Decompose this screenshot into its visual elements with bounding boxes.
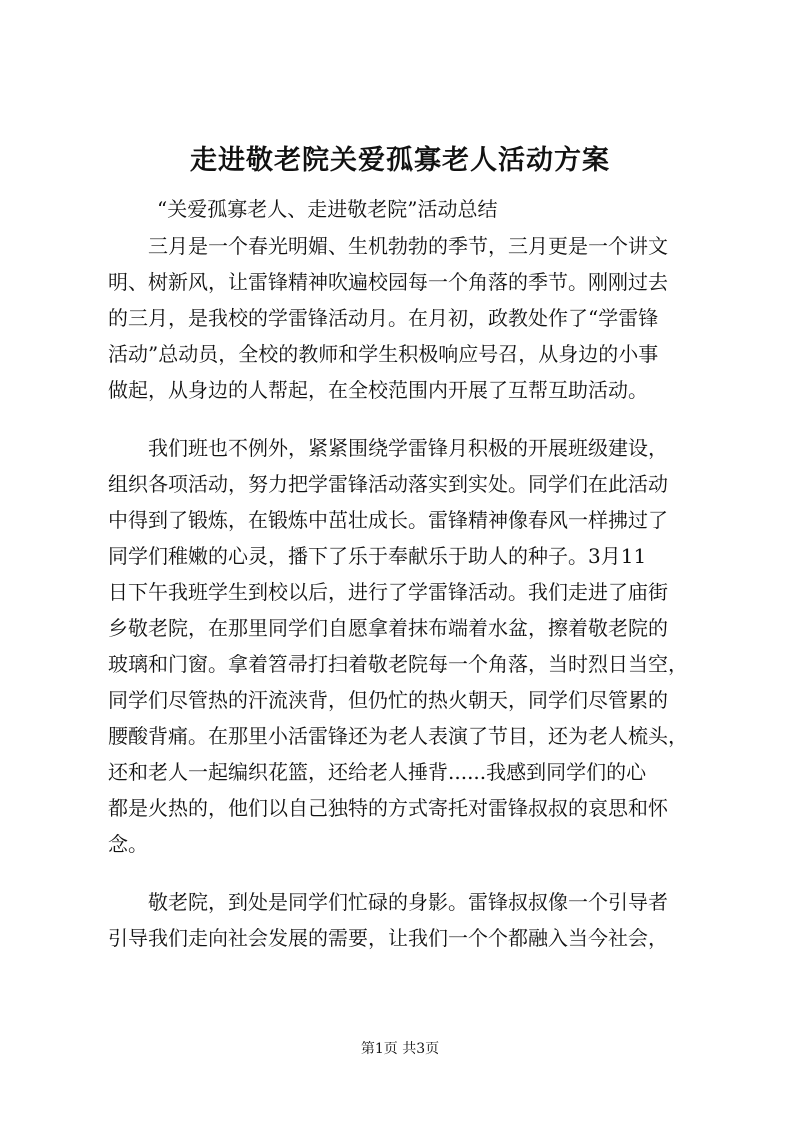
body-line: 还和老人一起编织花篮，还给老人捶背......我感到同学们的心 <box>108 760 647 784</box>
body-line: 乡敬老院，在那里同学们自愿拿着抹布端着水盆，擦着敬老院的 <box>108 616 668 640</box>
body-line: 的三月，是我校的学雷锋活动月。在月初，政教处作了“学雷锋 <box>108 306 659 330</box>
body-line: 做起，从身边的人帮起，在全校范围内开展了互帮互助活动。 <box>108 378 648 402</box>
body-line: 玻璃和门窗。拿着笤帚打扫着敬老院每一个角落，当时烈日当空， <box>108 652 688 676</box>
body-line: 日下午我班学生到校以后，进行了学雷锋活动。我们走进了庙街 <box>108 580 668 604</box>
body-line: 同学们尽管热的汗流浃背，但仍忙的热火朝天，同学们尽管累的 <box>108 688 668 712</box>
body-line: 我们班也不例外，紧紧围绕学雷锋月积极的开展班级建设， <box>108 436 668 460</box>
body-line: 中得到了锻炼，在锻炼中茁壮成长。雷锋精神像春风一样拂过了 <box>108 508 668 532</box>
document-title: 走进敬老院关爱孤寡老人活动方案 <box>190 145 610 176</box>
body-line: 明、树新风，让雷锋精神吹遍校园每一个角落的季节。刚刚过去 <box>108 270 668 294</box>
body-line: 敬老院，到处是同学们忙碌的身影。雷锋叔叔像一个引导者 <box>108 890 668 914</box>
body-line: 三月是一个春光明媚、生机勃勃的季节，三月更是一个讲文 <box>108 234 668 258</box>
body-line: 同学们稚嫩的心灵，播下了乐于奉献乐于助人的种子。3月11 <box>108 544 647 568</box>
body-line: 念。 <box>108 832 148 856</box>
document-subtitle: “关爱孤寡老人、走进敬老院”活动总结 <box>157 197 498 221</box>
body-line: 引导我们走向社会发展的需要，让我们一个个都融入当今社会， <box>108 926 668 950</box>
body-line: 都是火热的，他们以自己独特的方式寄托对雷锋叔叔的哀思和怀 <box>108 796 668 820</box>
page-number: 第1页 共3页 <box>360 1041 440 1057</box>
body-line: 组织各项活动，努力把学雷锋活动落实到实处。同学们在此活动 <box>108 472 668 496</box>
body-line: 活动”总动员，全校的教师和学生积极响应号召，从身边的小事 <box>108 342 659 366</box>
body-line: 腰酸背痛。在那里小活雷锋还为老人表演了节目，还为老人梳头， <box>108 724 688 748</box>
